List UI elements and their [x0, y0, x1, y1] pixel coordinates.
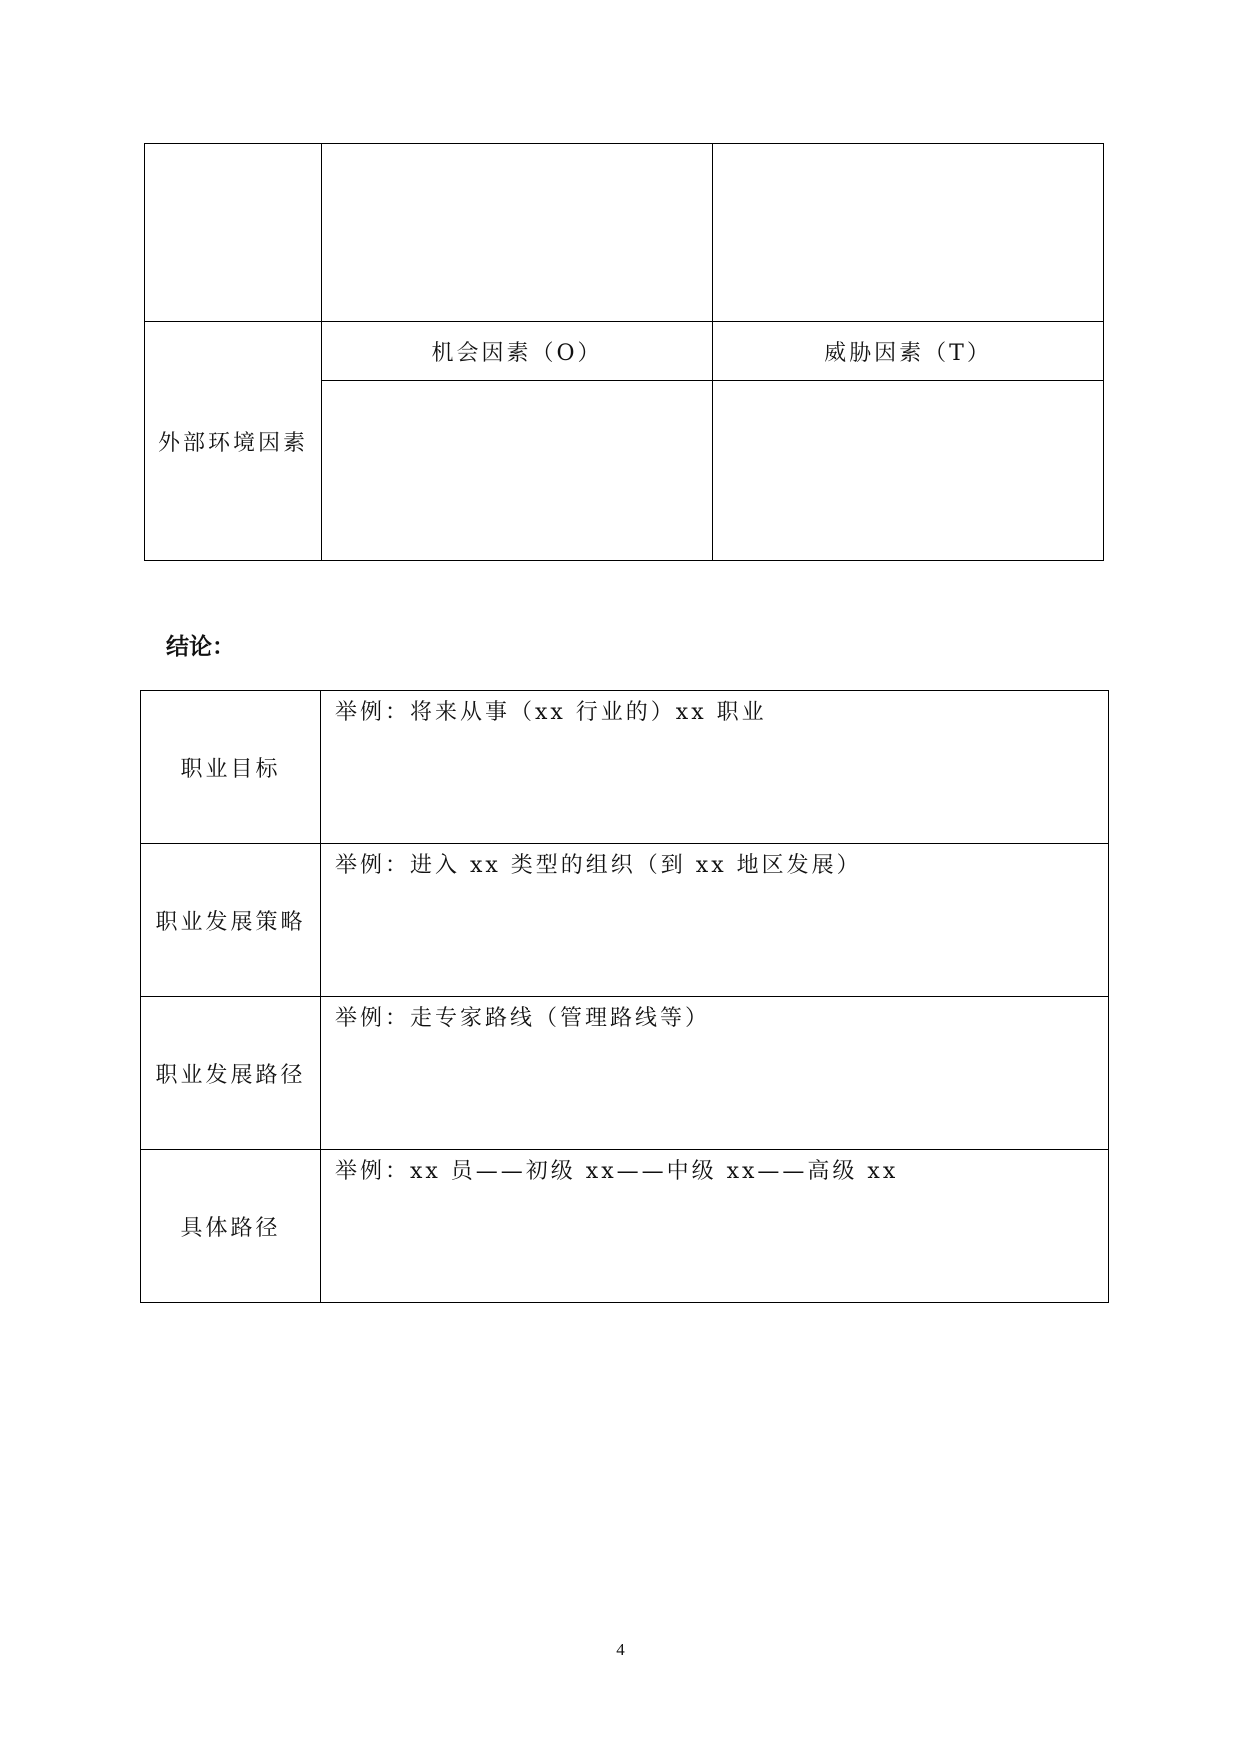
table-row: [141, 997, 1109, 1150]
swot-internal-continuation-row: [145, 144, 1104, 322]
table-row: [141, 1150, 1109, 1303]
specific-path-label: 具体路径: [141, 1150, 321, 1303]
table-row: [141, 691, 1109, 844]
page-number: 4: [616, 1640, 625, 1659]
career-goal-label: 职业目标: [141, 691, 321, 844]
opportunity-content-cell: [322, 381, 713, 561]
career-strategy-label: 职业发展策略: [141, 844, 321, 997]
conclusion-table: [140, 690, 1109, 1303]
career-goal-example: 举例：将来从事（xx 行业的）xx 职业: [321, 691, 1109, 844]
opportunity-header: 机会因素（O）: [322, 322, 713, 381]
career-path-example: 举例：走专家路线（管理路线等）: [321, 997, 1109, 1150]
swot-strengths-content-cell: [322, 144, 713, 322]
threat-content-cell: [713, 381, 1104, 561]
conclusion-heading: 结论：: [166, 634, 235, 660]
career-strategy-example: 举例：进入 xx 类型的组织（到 xx 地区发展）: [321, 844, 1109, 997]
table-row: [141, 844, 1109, 997]
specific-path-example: 举例：xx 员——初级 xx——中级 xx——高级 xx: [321, 1150, 1109, 1303]
external-factors-label: 外部环境因素: [145, 322, 322, 561]
swot-weaknesses-content-cell: [713, 144, 1104, 322]
swot-blank-label-cell: [145, 144, 322, 322]
swot-analysis-table: [144, 143, 1104, 561]
threat-header: 威胁因素（T）: [713, 322, 1104, 381]
swot-external-header-row: [145, 322, 1104, 381]
career-path-label: 职业发展路径: [141, 997, 321, 1150]
